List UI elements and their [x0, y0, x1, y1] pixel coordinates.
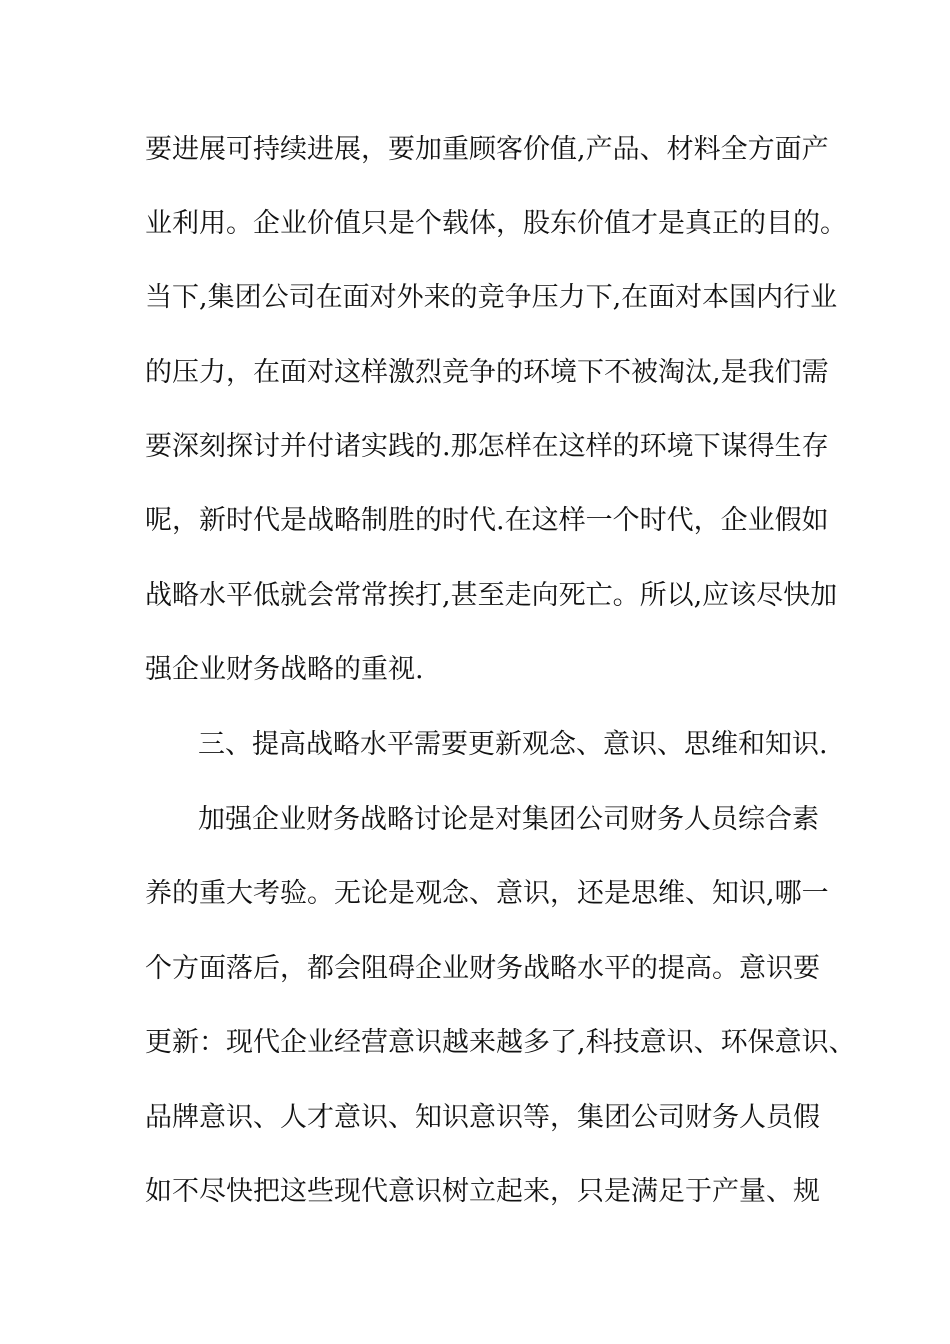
paragraph-line: 如不尽快把这些现代意识树立起来，只是满足于产量、规 — [145, 1176, 820, 1207]
paragraph-line: 品牌意识、人才意识、知识意识等，集团公司财务人员假 — [145, 1102, 820, 1133]
paragraph-line: 的压力，在面对这样激烈竞争的环境下不被淘汰,是我们需 — [145, 357, 829, 388]
section-heading: 三、提高战略水平需要更新观念、意识、思维和知识. — [198, 729, 828, 760]
paragraph-line: 业利用。企业价值只是个载体，股东价值才是真正的目的。 — [145, 208, 847, 239]
paragraph-line: 养的重大考验。无论是观念、意识，还是思维、知识,哪一 — [145, 878, 829, 909]
paragraph-line: 当下,集团公司在面对外来的竞争压力下,在面对本国内行业 — [145, 282, 838, 313]
paragraph-line: 要深刻探讨并付诸实践的.那怎样在这样的环境下谋得生存 — [145, 431, 829, 462]
paragraph-line: 加强企业财务战略讨论是对集团公司财务人员综合素 — [198, 804, 819, 835]
paragraph-line: 呢，新时代是战略制胜的时代.在这样一个时代，企业假如 — [145, 505, 829, 536]
paragraph-line: 个方面落后，都会阻碍企业财务战略水平的提高。意识要 — [145, 953, 820, 984]
paragraph-line: 强企业财务战略的重视. — [145, 654, 424, 685]
paragraph-line: 更新：现代企业经营意识越来越多了,科技意识、环保意识、 — [145, 1027, 856, 1058]
paragraph-line: 战略水平低就会常常挨打,甚至走向死亡。所以,应该尽快加 — [145, 580, 838, 611]
paragraph-line: 要进展可持续进展，要加重顾客价值,产品、材料全方面产 — [145, 134, 829, 165]
